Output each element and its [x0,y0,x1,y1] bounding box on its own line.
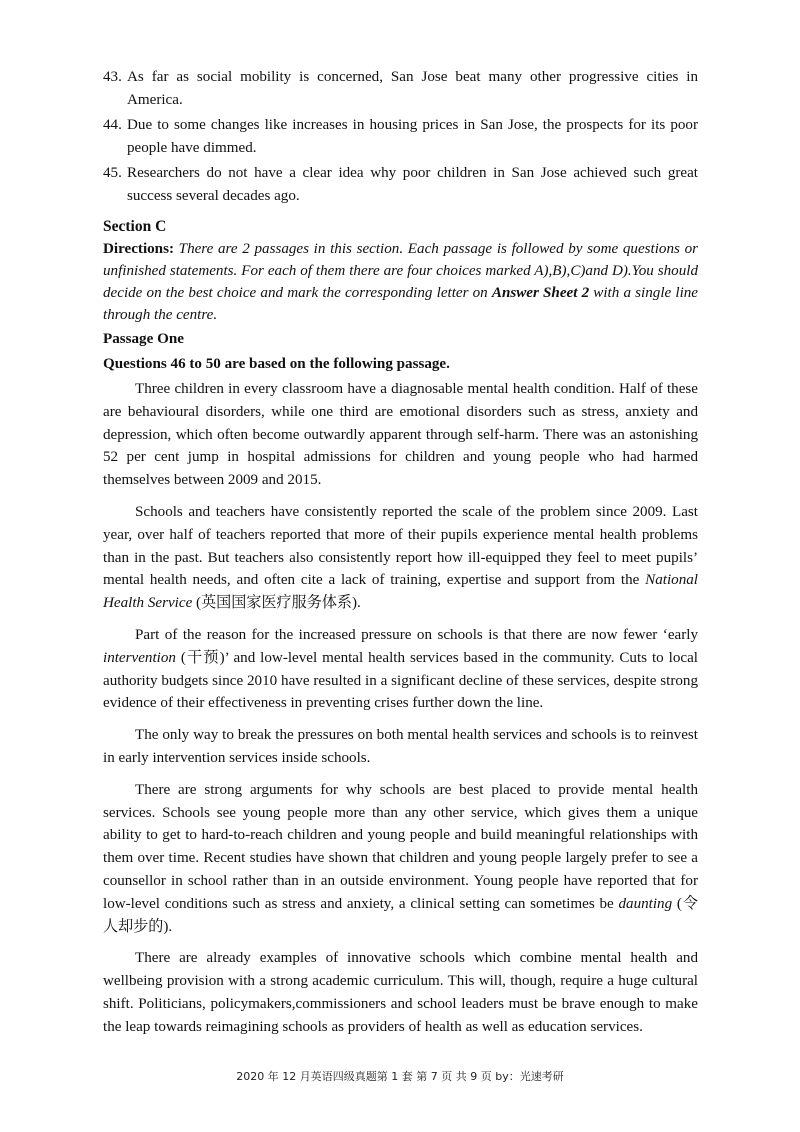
glossed-term: intervention [103,649,176,666]
directions-label: Directions: [103,241,174,257]
paragraph-text: Part of the reason for the increased pressure on schools is that there are now fewer ‘early [135,626,698,643]
term-gloss: (令人却步的). [103,895,698,935]
passage-paragraph [103,779,698,939]
question-number: 43. [103,69,122,85]
question-number: 44. [103,117,122,133]
passage-questions-line: Questions 46 to 50 are based on the following passage. [103,356,450,372]
glossed-term: National Health Service [103,572,698,612]
passage-paragraph: There are already examples of innovative schools which combine mental health and wellbeing provision with a strong academic curriculum. This will, though, require a huge cultural shift. Politicians, policymakers,commissioners and school leaders must be brave enough to make the leap towards reimagining schools as providers of health as well as education services. [103,950,698,1035]
question-text: As far as social mobility is concerned, San Jose beat many other progressive cities in America. [127,69,698,108]
page-content [103,66,698,1039]
paragraph-text-cont: (干预)’ and low-level mental health services based in the community. Cuts to local authority budgets since 2010 have resulted in a significant decline of these services, despite strong evidence of their effectiveness in preventing crises further down the line. [103,649,698,712]
directions-text-end: with a single line through the centre. [103,285,699,323]
passage-paragraph [103,501,698,615]
paragraph-text: Schools and teachers have consistently reported the scale of the problem since 2009. Last year, over half of teachers reported that more of their pupils experience mental health problems than in the past. But teachers also consistently report how ill-equipped they feel to meet pupils’ mental health needs, and often cite a lack of training, expertise and support from the [103,503,698,589]
directions-text: There are 2 passages in this section. Each passage is followed by some questions or unfinished statements. For each of them there are four choices marked A),B),C)and D).You should decide on the best choice and mark the corresponding letter on [103,241,698,301]
question-text: Researchers do not have a clear idea why poor children in San Jose achieved such great success several decades ago. [127,165,698,204]
passage-paragraph [103,624,698,715]
passage-paragraph: Three children in every classroom have a diagnosable mental health condition. Half of these are behavioural disorders, while one third are emotional disorders such as stress, anxiety and depression, which often become outwardly apparent through self-harm. There was an astonishing 52 per cent jump in hospital admissions for children and young people who had harmed themselves between 2009 and 2015. [103,381,698,489]
answer-sheet-ref: Answer Sheet 2 [491,285,590,301]
passage-paragraph: The only way to break the pressures on both mental health services and schools is to reinvest in early intervention services inside schools. [103,727,698,766]
page-footer: 2020 年 12 月英语四级真题第 1 套 第 7 页 共 9 页 by：光速考研 [236,1070,564,1083]
question-item [103,162,698,208]
question-item [103,114,698,160]
question-item [103,66,698,112]
directions-block [103,238,698,326]
section-heading: Section C [103,218,167,235]
paragraph-text: There are strong arguments for why schools are best placed to provide mental health services. Schools see young people more than any other service, which gives them a unique ability to get to hard-to-reach children and young people and build meaningful relationships with them over time. Recent studies have shown that children and young people largely prefer to see a counsellor in school rather than in an outside environment. Young people have reported that for low-level conditions such as stress and anxiety, a clinical setting can sometimes be [103,781,698,912]
question-number: 45. [103,165,122,181]
passage-title: Passage One [103,331,184,347]
question-text: Due to some changes like increases in housing prices in San Jose, the prospects for its poor people have dimmed. [127,117,698,156]
term-gloss: (英国国家医疗服务体系). [192,595,361,612]
glossed-term: daunting [618,895,673,912]
